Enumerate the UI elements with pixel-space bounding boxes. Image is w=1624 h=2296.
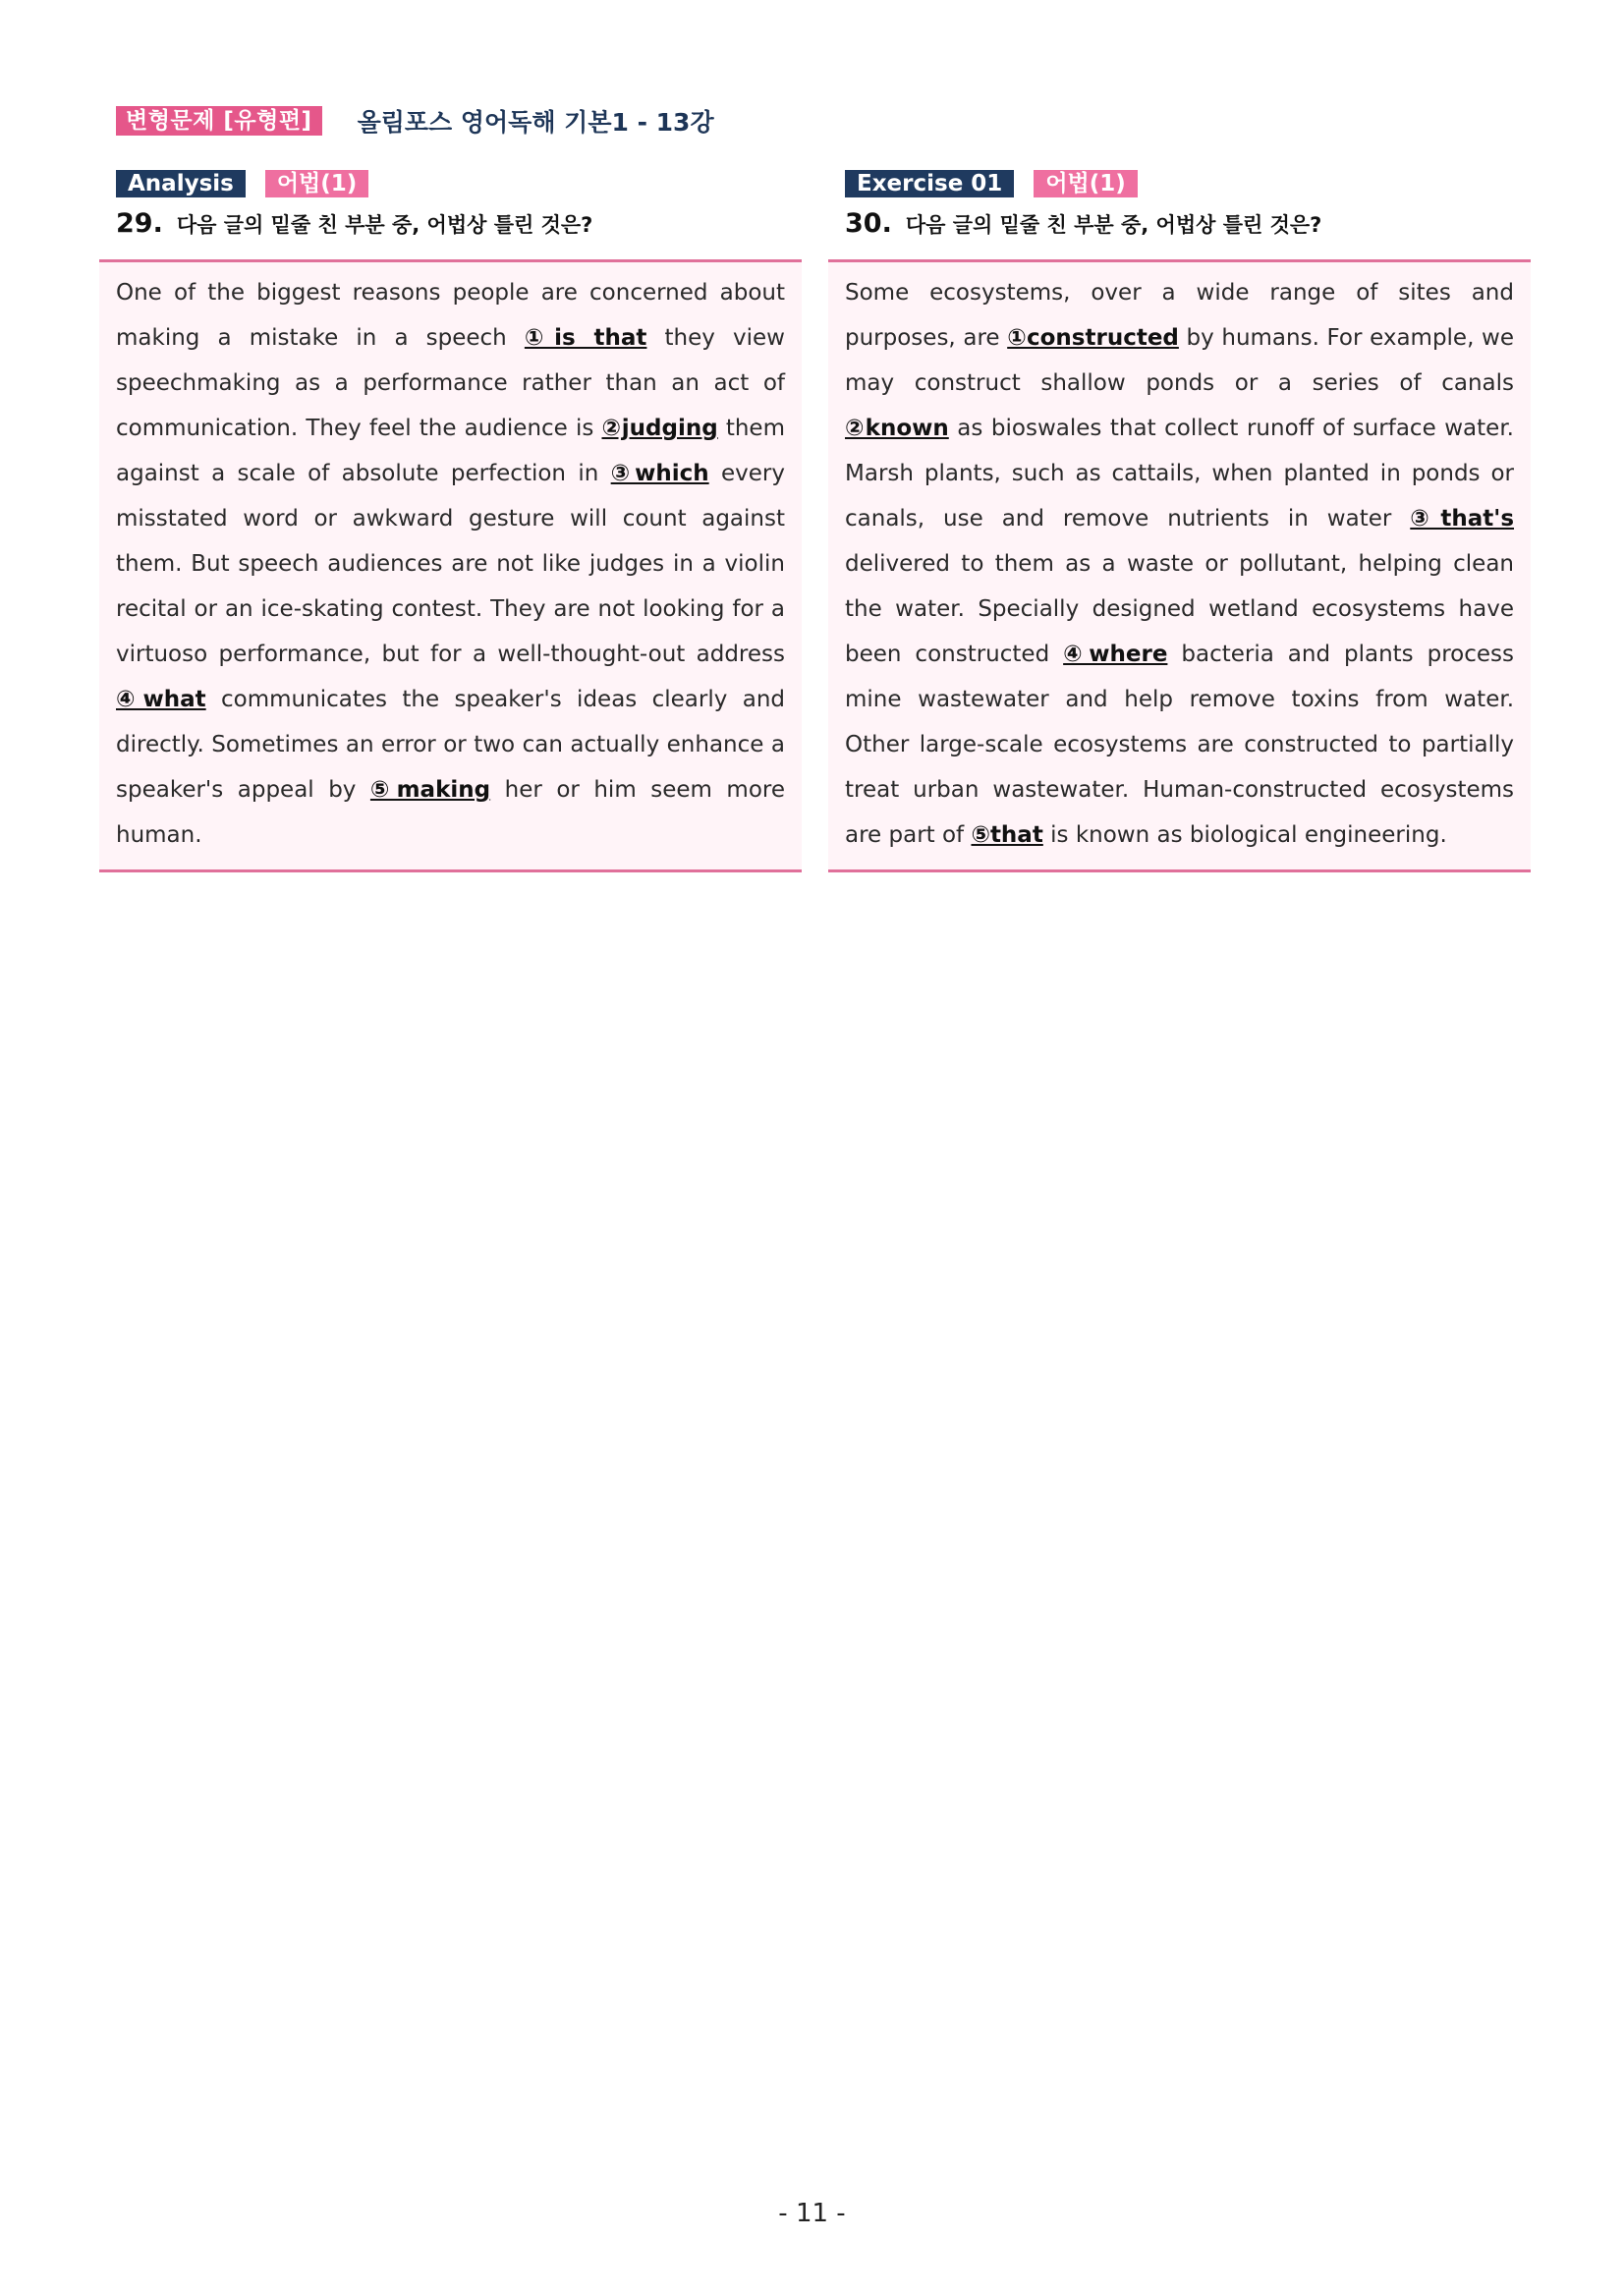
passage-segment: her or him seem more human. <box>116 777 786 848</box>
question-heading <box>828 208 1531 246</box>
question-number: 30. <box>845 208 892 239</box>
passage-segment: is known as biological engineering. <box>1042 822 1447 848</box>
passage-segment: every misstated word or awkward gesture will count against them. But speech audiences are not like judges in a violin recital or an ice-skating contest. They are not looking for a virtuoso performance, but for a well-thought-out address <box>116 461 785 667</box>
question-prompt: 다음 글의 밑줄 친 부분 중, 어법상 틀린 것은? <box>905 213 1322 237</box>
underlined-choice-4: ④where <box>1063 642 1168 667</box>
underlined-choice-3: ③that's <box>1410 506 1515 532</box>
question-tags <box>99 169 802 198</box>
underlined-choice-3: ③which <box>610 461 709 486</box>
underlined-choice-2: ②known <box>845 416 949 441</box>
category-tag: 변형문제 [유형편] <box>116 106 322 136</box>
passage-segment: One of the biggest reasons people are concerned about making a mistake in a speech <box>116 280 785 351</box>
question-30-column <box>828 169 1531 872</box>
question-tags <box>828 169 1531 198</box>
underlined-choice-1: ①constructed <box>1007 325 1179 351</box>
passage-segment: bacteria and plants process mine wastewater and help remove toxins from water. Other large-scale ecosystems are constructed to partially treat urban wastewater. Human-constructed ecosystems are part of <box>845 642 1515 848</box>
passage-box <box>828 259 1531 872</box>
question-heading <box>99 208 802 246</box>
analysis-tag: Analysis <box>116 170 246 197</box>
question-29-column <box>99 169 802 872</box>
passage-segment: them against a scale of absolute perfection in <box>116 416 785 486</box>
grammar-tag: 어법(1) <box>1034 170 1137 197</box>
page-number: - 11 - <box>778 2199 846 2228</box>
header-title: 올림포스 영어독해 기본1 - 13강 <box>357 108 714 137</box>
passage-segment: Some ecosystems, over a wide range of sites and purposes, are <box>845 280 1514 351</box>
passage-segment: communicates the speaker's ideas clearly and directly. Sometimes an error or two can actually enhance a speaker's appeal by <box>116 687 785 803</box>
passage-box <box>99 259 802 872</box>
exercise-tag: Exercise 01 <box>845 170 1014 197</box>
passage-text <box>845 270 1514 858</box>
page-header <box>116 102 714 140</box>
passage-text <box>116 270 785 858</box>
question-number: 29. <box>116 208 163 239</box>
passage-segment: delivered to them as a waste or pollutant, helping clean the water. Specially designed wetland ecosystems have been constructed <box>845 551 1514 667</box>
question-prompt: 다음 글의 밑줄 친 부분 중, 어법상 틀린 것은? <box>176 213 593 237</box>
underlined-choice-1: ①is that <box>524 325 647 351</box>
underlined-choice-5: ⑤that <box>971 822 1043 848</box>
passage-segment: by humans. For example, we may construct shallow ponds or a series of canals <box>845 325 1514 396</box>
underlined-choice-5: ⑤making <box>369 777 491 803</box>
grammar-tag: 어법(1) <box>265 170 368 197</box>
underlined-choice-4: ④what <box>116 687 206 712</box>
passage-segment: they view speechmaking as a performance rather than an act of communication. They feel the audience is <box>116 325 785 441</box>
passage-segment: as bioswales that collect runoff of surface water. Marsh plants, such as cattails, when planted in ponds or canals, use and remove nutrients in water <box>845 416 1514 532</box>
underlined-choice-2: ②judging <box>601 416 718 441</box>
